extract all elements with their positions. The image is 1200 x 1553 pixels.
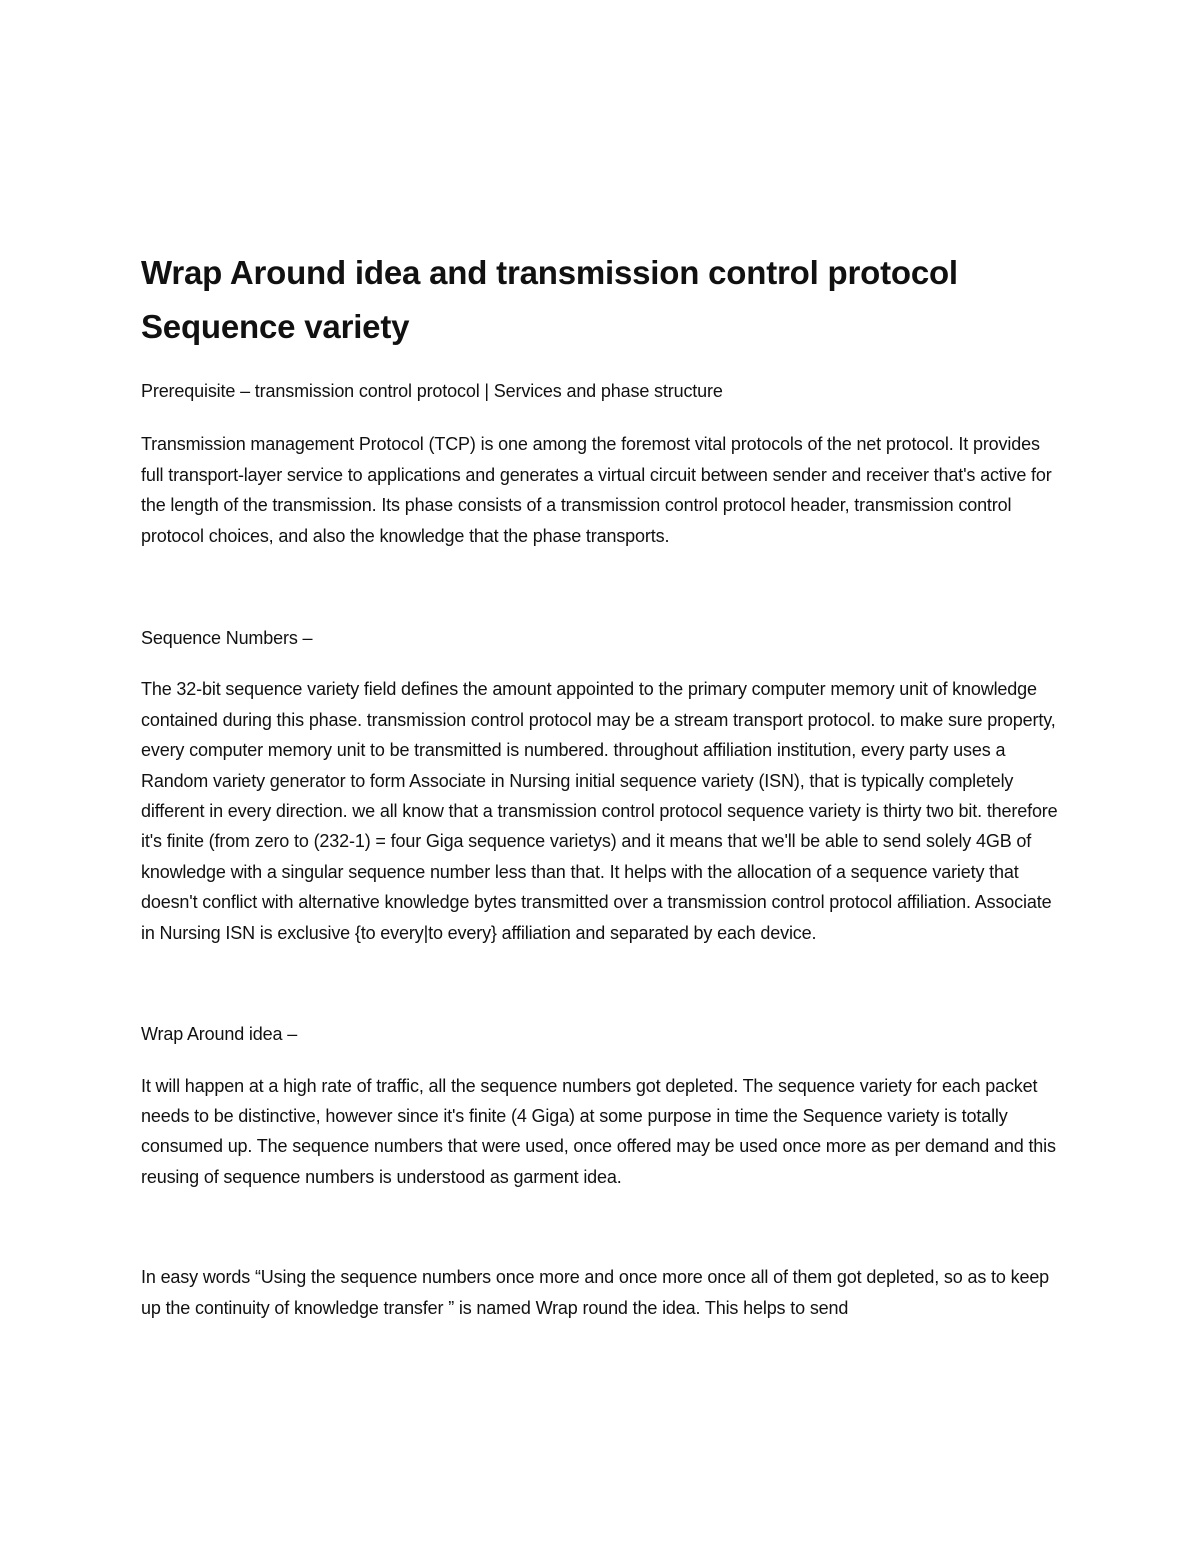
document-title: Wrap Around idea and transmission control protocol Sequence variety	[141, 254, 958, 345]
easy-words-paragraph: In easy words “Using the sequence numbers once more and once more once all of them got depleted, so as to keep up the continuity of knowledge transfer ” is named Wrap round the idea. This helps to send	[141, 1267, 1050, 1318]
document-body	[141, 246, 1066, 1323]
intro-paragraph: Transmission management Protocol (TCP) is one among the foremost vital protocols of the net protocol. It provides full transport-layer service to applications and generates a virtual circuit between sender and receiver that's active for the length of the transmission. Its phase consists of a transmission control protocol header, transmission control protocol choices, and also the knowledge that the phase transports.	[141, 434, 1052, 546]
sequence-numbers-heading: Sequence Numbers –	[141, 628, 313, 649]
wrap-around-heading: Wrap Around idea –	[141, 1024, 298, 1045]
prerequisite-line: Prerequisite – transmission control protocol | Services and phase structure	[141, 381, 723, 401]
wrap-around-paragraph: It will happen at a high rate of traffic, all the sequence numbers got depleted. The sequence variety for each packet needs to be distinctive, however since it's finite (4 Giga) at some purpose in time the Sequence variety is totally consumed up. The sequence numbers that were used, once offered may be used once more as per demand and this reusing of sequence numbers is understood as garment idea.	[141, 1075, 1056, 1187]
sequence-numbers-paragraph: The 32-bit sequence variety field defines the amount appointed to the primary computer memory unit of knowledge contained during this phase. transmission control protocol may be a stream transport protocol. to make sure property, every computer memory unit to be transmitted is numbered. throughout affiliation institution, every party uses a Random variety generator to form Associate in Nursing initial sequence variety (ISN), that is typically completely different in every direction. we all know that a transmission control protocol sequence variety is thirty two bit. therefore it's finite (from zero to (232-1) = four Giga sequence varietys) and it means that we'll be able to send solely 4GB of knowledge with a singular sequence number less than that. It helps with the allocation of a sequence variety that doesn't conflict with alternative knowledge bytes transmitted over a transmission control protocol affiliation. Associate in Nursing ISN is exclusive {to every|to every} affiliation and separated by each device.	[141, 679, 1058, 943]
